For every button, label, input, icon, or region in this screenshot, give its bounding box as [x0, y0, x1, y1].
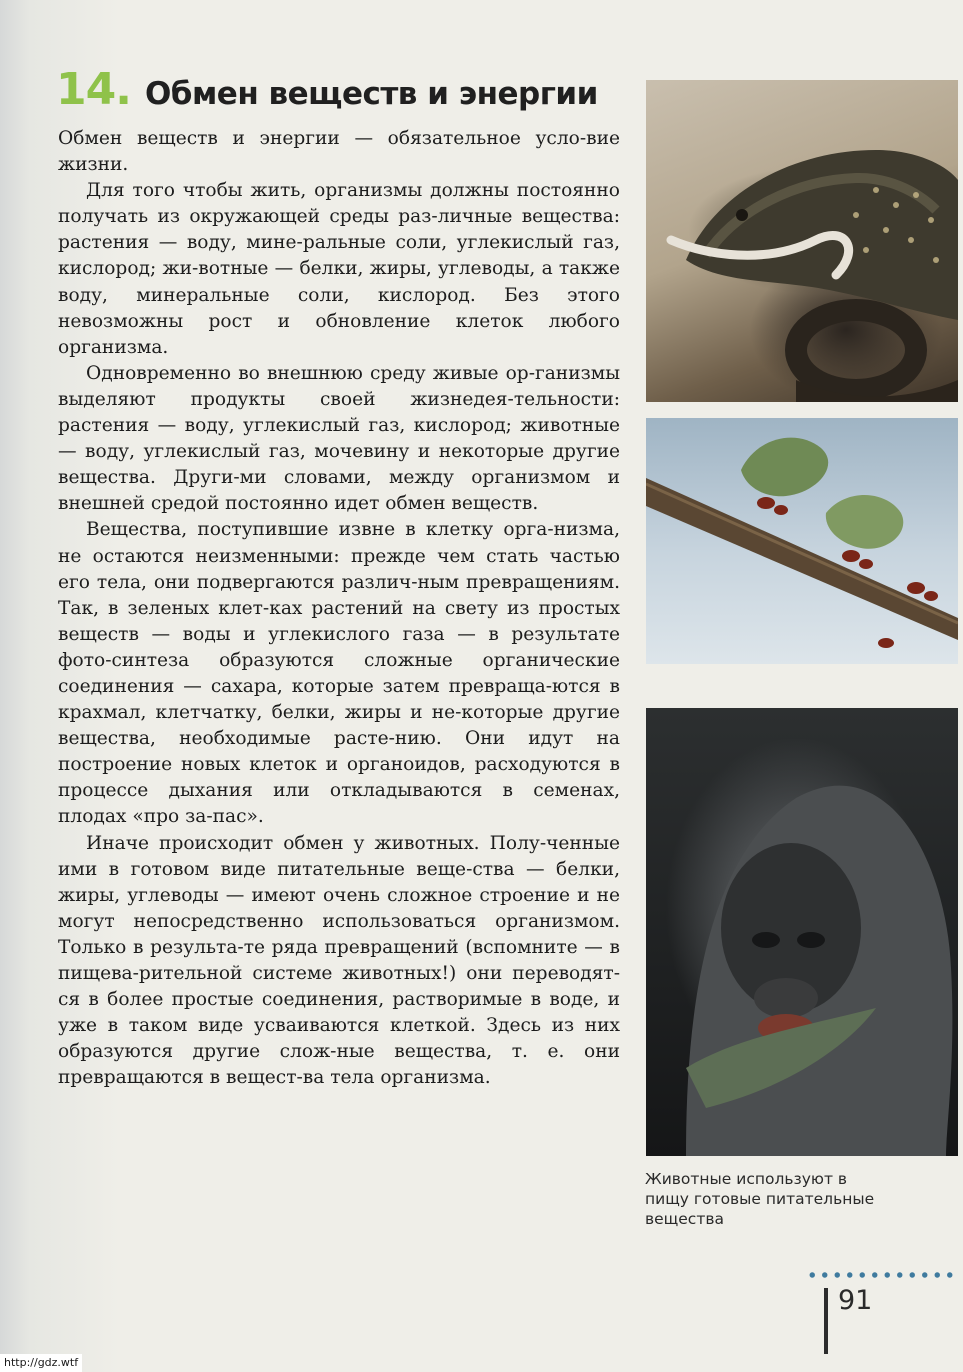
paragraph-2: Для того чтобы жить, организмы должны постоянно получать из окружающей среды раз-личные вещества: растения — воду, мине-ральные соли, углекислый газ, кислород; жи-вотные — белки, жиры, углеводы, а также воду, минеральные соли, кислород. Без этого невозможны рост и обновление клеток любого организма. — [58, 180, 620, 358]
watermark-link[interactable]: http://gdz.wtf — [0, 1354, 82, 1372]
gorilla-photo — [646, 708, 958, 1156]
section-title: Обмен веществ и энергии — [144, 76, 598, 112]
ants-photo — [646, 418, 958, 664]
lizard-photo — [646, 80, 958, 402]
paragraph-3: Одновременно во внешнюю среду живые ор-ганизмы выделяют продукты своей жизнедея-тельности: растения — воду, углекислый газ, кислород; животные — воду, углекислый газ, мочевину и некоторые другие вещества. Други-ми словами, между организмом и внешней средой постоянно идет обмен веществ. — [58, 362, 620, 515]
photo-caption: Животные используют в пищу готовые питательные вещества — [645, 1170, 875, 1228]
gorilla-illustration — [646, 708, 958, 1156]
section-heading — [56, 64, 636, 120]
page-number: 91 — [838, 1285, 873, 1316]
section-number: 14. — [56, 64, 131, 115]
paragraph-1: Обмен веществ и энергии — обязательное усло-вие жизни. — [58, 128, 620, 176]
ants-illustration — [646, 418, 958, 664]
body-text — [58, 126, 620, 1091]
paragraph-5: Иначе происходит обмен у животных. Полу-ченные ими в готовом виде питательные веще-ства — белки, жиры, углеводы — имеют очень сложное строение и не могут непосредственно использоваться организмом. Только в результа-те ряда превращений (вспомните — в пищева-рительной системе животных!) они переводят-ся в более простые соединения, растворимые в воде, и уже в таком виде усваиваются клеткой. Здесь из них образуются другие слож-ные вещества, т. е. они превращаются в вещест-ва тела организма. — [58, 832, 620, 1089]
paragraph-4: Вещества, поступившие извне в клетку орга-низма, не остаются неизменными: прежде чем стать частью его тела, они подвергаются различ-ным превращениям. Так, в зеленых клет-ках растений на свету из простых веществ — воды и углекислого газа — в результате фото-синтеза образуются сложные органические соединения — сахара, которые затем превраща-ются в крахмал, клетчатку, белки, жиры и не-которые другие вещества, необходимые расте-нию. Они идут на построение новых клеток и органоидов, расходуются в процессе дыхания или откладываются в семенах, плодах «про за-пас». — [58, 519, 620, 828]
lizard-illustration — [646, 80, 958, 402]
page-number-rule — [824, 1288, 828, 1354]
decorative-dots — [806, 1270, 956, 1280]
